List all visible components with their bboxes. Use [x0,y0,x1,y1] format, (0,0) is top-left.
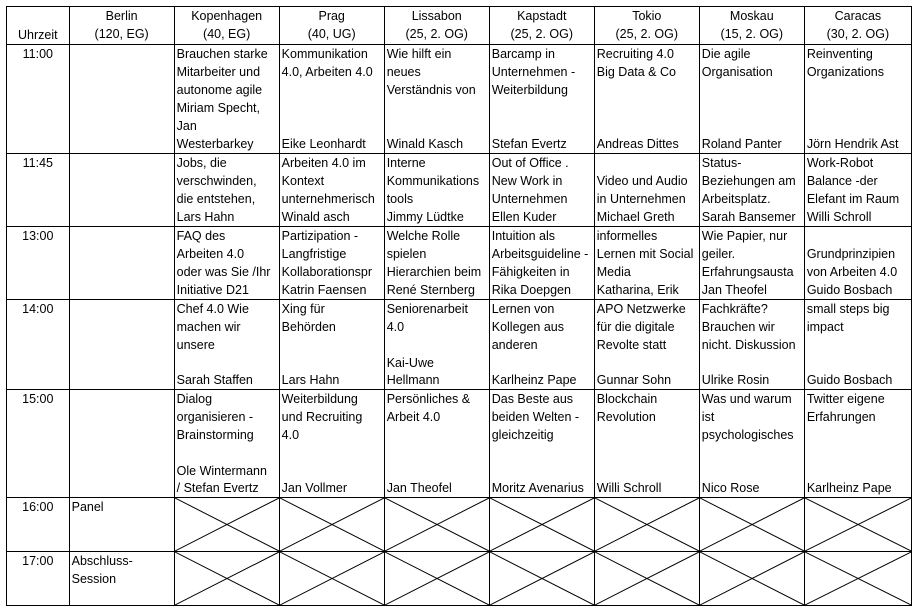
session-speaker: Stefan Evertz [491,137,567,151]
session-title [177,227,277,299]
cross-mark [805,498,911,551]
session-text-line: Brainstorming [176,428,254,442]
session-title [177,154,277,226]
session-text-line: Chef 4.0 Wie [176,302,249,316]
room-name: Tokio [632,9,662,23]
schedule-body [7,45,912,606]
session-text-line: anderen [491,338,538,352]
session-text-line: ist [701,410,715,424]
session-text-line: Hierarchien beim [386,265,482,279]
session-text-line: René Sternberg [386,283,475,297]
session-text-line: Partizipation - [281,229,359,243]
room-name: Caracas [834,9,882,23]
session-speaker: Lars Hahn [281,373,340,387]
session-cell [279,300,384,390]
room-info: (40, UG) [307,27,356,41]
session-text-line: Ole Wintermann [176,464,267,478]
session-text-line: Big Data & Co [596,65,676,79]
session-speaker: Gunnar Sohn [596,373,672,387]
empty-cell [69,227,174,300]
cross-mark [175,552,279,605]
session-cell [489,390,594,498]
session-text-line: oder was Sie /Ihr [176,265,271,279]
room-info: (40, EG) [203,27,251,41]
cross-mark [280,552,384,605]
session-text-line [387,336,487,354]
crossed-out-cell [804,498,911,552]
session-text-line: neues [386,65,421,79]
session-text-line: Kollegen aus [491,320,565,334]
empty-cell [69,390,174,498]
session-text-line: Organizations [806,65,884,79]
crossed-out-cell [804,552,911,606]
session-title [177,300,277,354]
session-title [282,390,382,444]
time-cell: 11:45 [7,154,70,227]
session-text-line: beiden Welten - [491,410,580,424]
session-text-line: Grundprinzipien [806,247,896,261]
session-title [492,300,592,354]
session-text-line: informelles [596,229,658,243]
room-info: (15, 2. OG) [720,27,784,41]
session-title [282,227,382,299]
session-text-line: Welche Rolle [386,229,461,243]
session-speaker: Hellmann [386,373,440,387]
session-text-line: Das Beste aus [491,392,574,406]
session-title [807,227,909,299]
session-title [702,300,802,354]
session-cell [594,227,699,300]
session-text-line: verschwinden, [176,174,257,188]
session-text-line: Jan [176,119,197,133]
session-speaker: Karlheinz Pape [806,481,892,495]
session-cell [699,154,804,227]
session-cell [384,154,489,227]
session-text-line: Lernen von [491,302,555,316]
session-cell [279,390,384,498]
room-header-lissabon [384,7,489,45]
session-speaker: Moritz Avenarius [491,481,584,495]
session-text-line: Sarah Bansemer [701,210,796,224]
session-text-line: Was und warum [701,392,792,406]
room-name: Berlin [105,9,138,23]
session-title [492,390,592,444]
plenary-row [7,552,912,606]
session-text-line: Revolte statt [596,338,667,352]
session-cell [804,300,911,390]
time-column-label: Uhrzeit [18,28,58,42]
session-title [807,45,909,81]
session-cell [489,300,594,390]
session-text-line: tools [386,192,414,206]
session-text-line: Katharina, Erik [596,283,679,297]
session-text-line: psychologisches [701,428,794,442]
session-speaker: Karlheinz Pape [491,373,577,387]
session-text-line: Kai-Uwe [386,356,434,370]
session-text-line: Xing für [281,302,325,316]
session-text-line: Die agile [701,47,751,61]
session-text-line: Behörden [281,320,336,334]
session-text-line: New Work in [491,174,563,188]
session-text-line: APO Netzwerke [596,302,686,316]
session-title [492,154,592,226]
session-cell [279,227,384,300]
session-text-line: organisieren - [176,410,254,424]
session-text-line [177,444,277,462]
session-speaker: Willi Schroll [596,481,662,495]
crossed-out-cell [279,498,384,552]
room-name: Kopenhagen [191,9,263,23]
session-text-line: Arbeit 4.0 [386,410,441,424]
time-column-header [7,7,70,45]
schedule-table [6,6,912,606]
session-speaker: Roland Panter [701,137,782,151]
session-cell [384,227,489,300]
session-text-line: unsere [176,338,215,352]
session-text-line: Rika Doepgen [491,283,571,297]
session-cell [384,300,489,390]
session-text-line: Video und Audio [596,174,688,188]
time-slot-row [7,45,912,154]
session-title [177,45,277,153]
room-header-kapstadt [489,7,594,45]
session-title [702,227,802,299]
session-cell [489,154,594,227]
room-name: Moskau [729,9,774,23]
session-text-line: machen wir [176,320,241,334]
room-header-prag [279,7,384,45]
session-text-line: Verständnis von [386,83,476,97]
session-text-line: nicht. Diskussion [701,338,796,352]
session-text-line: autonome agile [176,83,263,97]
session-text-line: Beziehungen am [701,174,796,188]
session-text-line: Jobs, die [176,156,227,170]
room-info: (25, 2. OG) [510,27,574,41]
session-text-line: Erfahrungsausta [701,265,794,279]
session-text-line: impact [806,320,844,334]
session-cell [174,227,279,300]
session-title [282,45,382,81]
session-text-line: Arbeitsguideline - [491,247,589,261]
session-title [597,390,697,426]
session-text-line: Out of Office . [491,156,569,170]
session-text-line: Lars Hahn [176,210,235,224]
session-text-line: Langfristige [281,247,347,261]
session-title [492,45,592,99]
session-text-line: Work-Robot [806,156,874,170]
session-speaker: Sarah Staffen [176,373,253,387]
session-cell [384,390,489,498]
session-cell [804,45,911,154]
session-text-line: Status- [701,156,742,170]
session-speaker: Nico Rose [701,481,760,495]
session-title [702,154,802,226]
session-text-line: Unternehmen [491,192,568,206]
session-title [597,227,697,299]
session-cell [174,154,279,227]
crossed-out-cell [279,552,384,606]
session-cell [489,45,594,154]
session-text-line [807,227,909,245]
session-text-line: und Recruiting [281,410,363,424]
plenary-label-cell [69,498,174,552]
session-title [702,390,802,444]
session-speaker: / Stefan Evertz [176,481,259,495]
session-text-line: Twitter eigene [806,392,885,406]
session-text-line: Fähigkeiten in [491,265,570,279]
session-title [807,390,909,426]
session-text-line: 4.0 [386,320,405,334]
session-text-line: Balance -der [806,174,878,188]
session-cell [699,390,804,498]
crossed-out-cell [594,552,699,606]
session-text-line: Brauchen starke [176,47,268,61]
session-title [387,227,487,299]
session-cell [279,154,384,227]
session-text-line: unternehmerisch [281,192,375,206]
cross-mark [175,498,279,551]
session-text-line: Michael Greth [596,210,675,224]
session-cell [174,45,279,154]
plenary-label: Abschluss- [71,554,133,568]
session-cell [594,390,699,498]
plenary-label: Session [71,572,117,586]
session-speaker: Eike Leonhardt [281,137,366,151]
session-cell [174,390,279,498]
cross-mark [595,498,699,551]
session-cell [489,227,594,300]
header-row [7,7,912,45]
crossed-out-cell [174,498,279,552]
room-name: Kapstadt [517,9,567,23]
crossed-out-cell [489,552,594,606]
empty-cell [69,154,174,227]
session-cell [699,45,804,154]
cross-mark [805,552,911,605]
session-text-line: Jimmy Lüdtke [386,210,464,224]
cross-mark [490,498,594,551]
session-cell [804,390,911,498]
session-cell [804,154,911,227]
session-text-line: geiler. [701,247,736,261]
cross-mark [385,552,489,605]
session-title [702,45,802,81]
session-text-line: die entstehen, [176,192,256,206]
session-speaker: Ulrike Rosin [701,373,770,387]
empty-cell [69,45,174,154]
session-speaker: Andreas Dittes [596,137,679,151]
time-slot-row [7,154,912,227]
cross-mark [280,498,384,551]
session-text-line: Reinventing [806,47,873,61]
room-header-kopenhagen [174,7,279,45]
session-text-line: Willi Schroll [806,210,872,224]
session-text-line: Winald asch [281,210,350,224]
room-name: Prag [318,9,345,23]
session-cell [594,154,699,227]
session-text-line: Recruiting 4.0 [596,47,674,61]
session-title [597,45,697,81]
plenary-label: Panel [71,500,104,514]
time-cell: 17:00 [7,552,70,606]
cross-mark [700,498,804,551]
session-text-line: für die digitale [596,320,675,334]
time-cell: 11:00 [7,45,70,154]
session-text-line: Erfahrungen [806,410,876,424]
session-text-line: gleichzeitig [491,428,554,442]
session-text-line: in Unternehmen [596,192,686,206]
session-text-line: 4.0 [281,428,300,442]
session-title [807,300,909,336]
session-title [597,154,697,226]
plenary-row [7,498,912,552]
room-name: Lissabon [411,9,462,23]
session-text-line: Jan Theofel [701,283,767,297]
session-text-line: Initiative D21 [176,283,249,297]
session-text-line: Barcamp in [491,47,555,61]
room-header-moskau [699,7,804,45]
session-text-line: FAQ des [176,229,226,243]
session-title [387,390,487,426]
session-text-line: Guido Bosbach [806,283,893,297]
empty-cell [69,300,174,390]
time-cell: 13:00 [7,227,70,300]
session-title [387,45,487,99]
session-text-line: Organisation [701,65,773,79]
session-cell [279,45,384,154]
session-text-line: Mitarbeiter und [176,65,261,79]
time-slot-row [7,300,912,390]
session-title [282,154,382,226]
time-cell: 14:00 [7,300,70,390]
crossed-out-cell [489,498,594,552]
session-text-line: Ellen Kuder [491,210,557,224]
room-info: (120, EG) [94,27,149,41]
session-text-line: Weiterbildung [281,392,358,406]
session-speaker: Jan Theofel [386,481,452,495]
session-text-line: Katrin Faensen [281,283,367,297]
session-cell [699,227,804,300]
session-text-line: spielen [386,247,427,261]
room-info: (25, 2. OG) [405,27,468,41]
room-header-berlin [69,7,174,45]
session-text-line: Persönliches & [386,392,471,406]
cross-mark [700,552,804,605]
time-cell: 15:00 [7,390,70,498]
session-cell [594,45,699,154]
cross-mark [490,552,594,605]
session-text-line: Fachkräfte? [701,302,768,316]
crossed-out-cell [384,498,489,552]
session-title [282,300,382,336]
session-text-line: Kontext [281,174,325,188]
session-text-line: Dialog [176,392,213,406]
session-text-line: Wie hilft ein [386,47,452,61]
session-speaker: Guido Bosbach [806,373,893,387]
room-info: (30, 2. OG) [826,27,890,41]
session-cell [804,227,911,300]
session-text-line: Lernen mit Social [596,247,694,261]
session-text-line: Miriam Specht, [176,101,260,115]
session-title [387,300,487,372]
session-text-line: Arbeiten 4.0 [176,247,245,261]
session-text-line: 4.0, Arbeiten 4.0 [281,65,373,79]
session-text-line: Interne [386,156,426,170]
cross-mark [385,498,489,551]
crossed-out-cell [699,498,804,552]
session-speaker: Jan Vollmer [281,481,347,495]
session-text-line: Kollaborationspr [281,265,373,279]
session-text-line: Revolution [596,410,656,424]
session-title [807,154,909,226]
session-text-line: von Arbeiten 4.0 [806,265,898,279]
session-text-line: Blockchain [596,392,658,406]
session-speaker: Winald Kasch [386,137,464,151]
session-text-line: Arbeiten 4.0 im [281,156,366,170]
crossed-out-cell [174,552,279,606]
session-text-line: Westerbarkey [176,137,254,151]
session-title [387,154,487,226]
room-header-tokio [594,7,699,45]
cross-mark [595,552,699,605]
session-text-line: Wie Papier, nur [701,229,788,243]
session-cell [699,300,804,390]
crossed-out-cell [699,552,804,606]
crossed-out-cell [384,552,489,606]
room-header-caracas [804,7,911,45]
session-text-line: Weiterbildung [491,83,568,97]
session-cell [174,300,279,390]
crossed-out-cell [594,498,699,552]
session-text-line: Media [596,265,631,279]
session-text-line: Intuition als [491,229,555,243]
session-title [492,227,592,299]
session-text-line: small steps big [806,302,890,316]
session-text-line: Unternehmen - [491,65,576,79]
session-text-line: Seniorenarbeit [386,302,469,316]
session-text-line: Elefant im Raum [806,192,900,206]
session-cell [384,45,489,154]
time-slot-row [7,227,912,300]
session-speaker: Jörn Hendrik Ast [806,137,899,151]
time-slot-row [7,390,912,498]
session-title [597,300,697,354]
session-text-line: Kommunikation [281,47,368,61]
session-text-line [597,154,697,172]
session-cell [594,300,699,390]
session-text-line: Kommunikations [386,174,480,188]
session-text-line: Brauchen wir [701,320,775,334]
session-title [177,390,277,480]
room-info: (25, 2. OG) [615,27,679,41]
time-cell: 16:00 [7,498,70,552]
plenary-label-cell [69,552,174,606]
session-text-line: Arbeitsplatz. [701,192,771,206]
